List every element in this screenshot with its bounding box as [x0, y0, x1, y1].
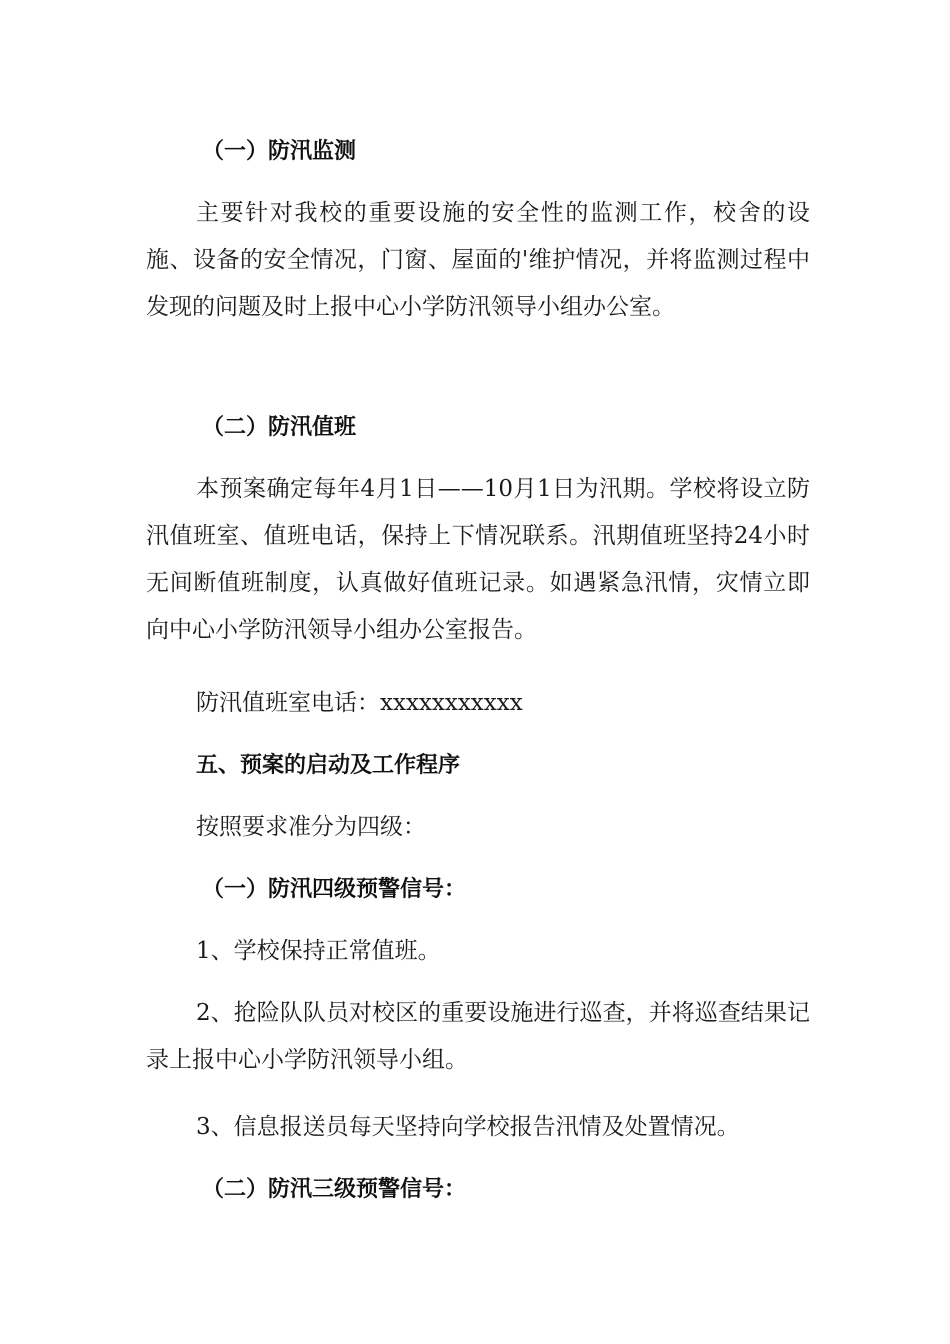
paragraph-duty-phone: 防汛值班室电话：xxxxxxxxxxx	[196, 690, 523, 716]
list-item-1-normal-duty: 1、学校保持正常值班。	[196, 938, 441, 964]
section-heading-flood-duty: （二）防汛值班	[202, 415, 357, 440]
section-heading-plan-activation: 五、预案的启动及工作程序	[196, 753, 461, 778]
list-item-2-inspection: 2、抢险队队员对校区的重要设施进行巡查，并将巡查结果记录上报中心小学防汛领导小组。	[146, 1000, 810, 1073]
subheading-level-three-warning: （二）防汛三级预警信号：	[202, 1177, 467, 1202]
paragraph-four-levels: 按照要求准分为四级：	[196, 814, 426, 840]
subheading-level-four-warning: （一）防汛四级预警信号：	[202, 877, 467, 902]
list-item-3-reporting: 3、信息报送员每天坚持向学校报告汛情及处置情况。	[196, 1114, 740, 1140]
section-heading-flood-monitoring: （一）防汛监测	[202, 139, 357, 164]
paragraph-duty-body: 本预案确定每年4月1日——10月1日为汛期。学校将设立防汛值班室、值班电话，保持上下情况联系。汛期值班坚持24小时无间断值班制度，认真做好值班记录。如遇紧急汛情，灾情立即向中心小学防汛领导小组办公室报告。	[146, 476, 810, 643]
paragraph-monitoring-body: 主要针对我校的重要设施的安全性的监测工作，校舍的设施、设备的安全情况，门窗、屋面的'维护情况，并将监测过程中发现的问题及时上报中心小学防汛领导小组办公室。	[146, 200, 810, 320]
